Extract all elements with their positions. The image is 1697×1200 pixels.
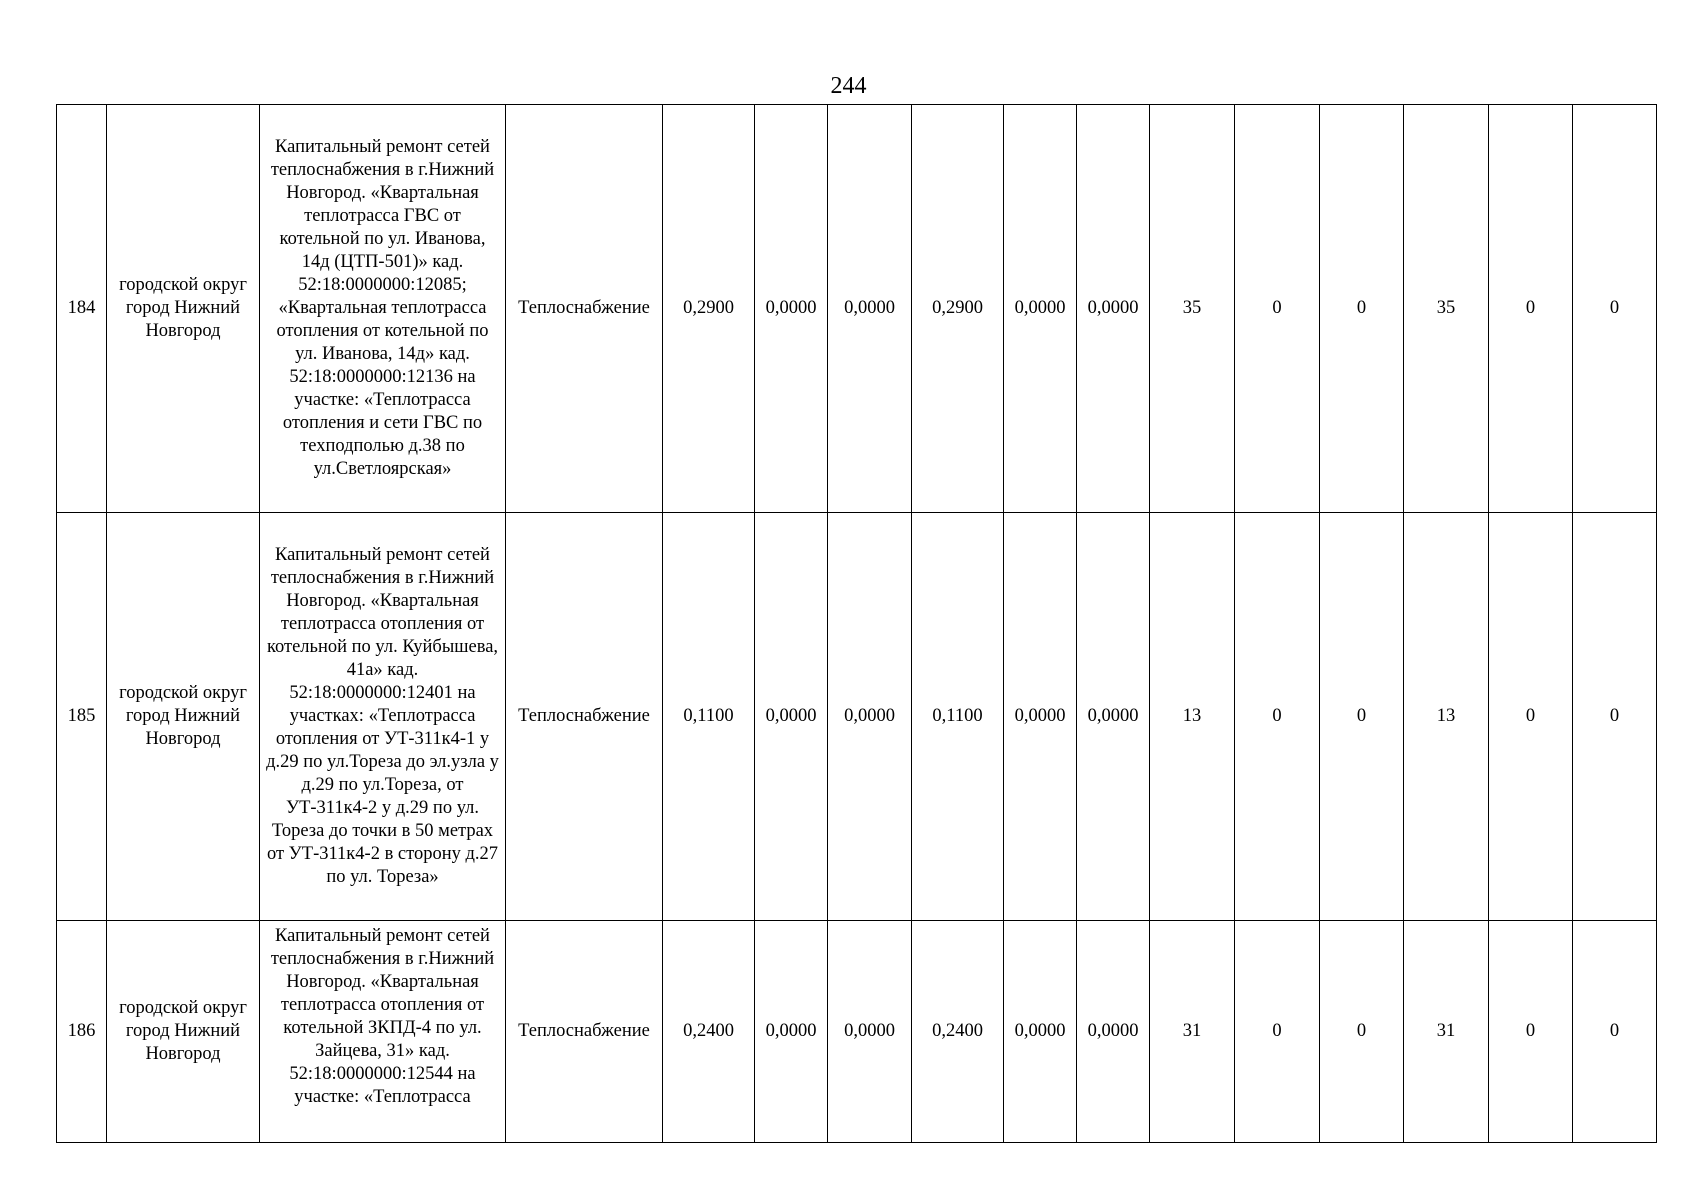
value-cell: 0 [1489,105,1573,513]
value-cell: 0 [1489,513,1573,921]
table-row [57,105,1657,513]
value-cell: 35 [1150,105,1235,513]
value-cell: 13 [1150,513,1235,921]
value-cell: 0,0000 [828,921,912,1143]
table-row [57,921,1657,1143]
value-cell: 0,1100 [663,513,755,921]
value-cell: 13 [1404,513,1489,921]
value-cell: 0 [1489,921,1573,1143]
value-cell: 0 [1573,513,1657,921]
value-cell: 0 [1235,105,1320,513]
municipality-cell: городской округ город Нижний Новгород [107,921,260,1143]
row-number: 185 [57,513,107,921]
value-cell: 0,2400 [663,921,755,1143]
value-cell: 0,0000 [1077,513,1150,921]
value-cell: 0 [1320,105,1404,513]
value-cell: 0 [1320,513,1404,921]
description-text: Капитальный ремонт сетей теплоснабжения в г.Нижний Новгород. «Квартальная теплотрасса отопления от котельной ЗКПД-4 по ул. Зайцева, 31» кад. 52:18:0000000:12544 на участке: «Теплотрасса [270,926,495,1107]
value-cell: 0,0000 [1004,105,1077,513]
value-cell: 0,1100 [912,513,1004,921]
value-cell: 0,0000 [755,513,828,921]
value-cell: 0 [1573,105,1657,513]
value-cell: 31 [1150,921,1235,1143]
value-cell: 0,0000 [1077,105,1150,513]
municipality-cell: городской округ город Нижний Новгород [107,105,260,513]
description-cell [260,921,506,1143]
value-cell: 35 [1404,105,1489,513]
category-cell: Теплоснабжение [506,513,663,921]
municipality-cell: городской округ город Нижний Новгород [107,513,260,921]
value-cell: 0,0000 [1004,513,1077,921]
description-cell: Капитальный ремонт сетей теплоснабжения в г.Нижний Новгород. «Квартальная теплотрасса ГВС от котельной по ул. Иванова, 14д (ЦТП-501)» кад. 52:18:0000000:12085; «Квартальная теплотрасса отопления от котельной по ул. Иванова, 14д» кад. 52:18:0000000:12136 на участке: «Теплотрасса отопления и сети ГВС по техподполью д.38 по ул.Светлоярская» [260,105,506,513]
value-cell: 0,2900 [912,105,1004,513]
row-number: 186 [57,921,107,1143]
value-cell: 31 [1404,921,1489,1143]
value-cell: 0,2900 [663,105,755,513]
category-cell: Теплоснабжение [506,921,663,1143]
capital-repair-table [56,104,1657,1143]
category-cell: Теплоснабжение [506,105,663,513]
value-cell: 0,0000 [828,513,912,921]
value-cell: 0 [1320,921,1404,1143]
value-cell: 0,2400 [912,921,1004,1143]
value-cell: 0,0000 [828,105,912,513]
value-cell: 0 [1573,921,1657,1143]
table-row [57,513,1657,921]
value-cell: 0 [1235,921,1320,1143]
row-number: 184 [57,105,107,513]
page-number: 244 [830,73,867,99]
value-cell: 0,0000 [755,921,828,1143]
description-cell: Капитальный ремонт сетей теплоснабжения в г.Нижний Новгород. «Квартальная теплотрасса отопления от котельной по ул. Куйбышева, 41а» кад. 52:18:0000000:12401 на участках: «Теплотрасса отопления от УТ-311к4-1 у д.29 по ул.Тореза до эл.узла у д.29 по ул.Тореза, от УТ-311к4-2 у д.29 по ул. Тореза до точки в 50 метрах от УТ-311к4-2 в сторону д.27 по ул. Тореза» [260,513,506,921]
value-cell: 0,0000 [1004,921,1077,1143]
value-cell: 0,0000 [755,105,828,513]
value-cell: 0 [1235,513,1320,921]
value-cell: 0,0000 [1077,921,1150,1143]
